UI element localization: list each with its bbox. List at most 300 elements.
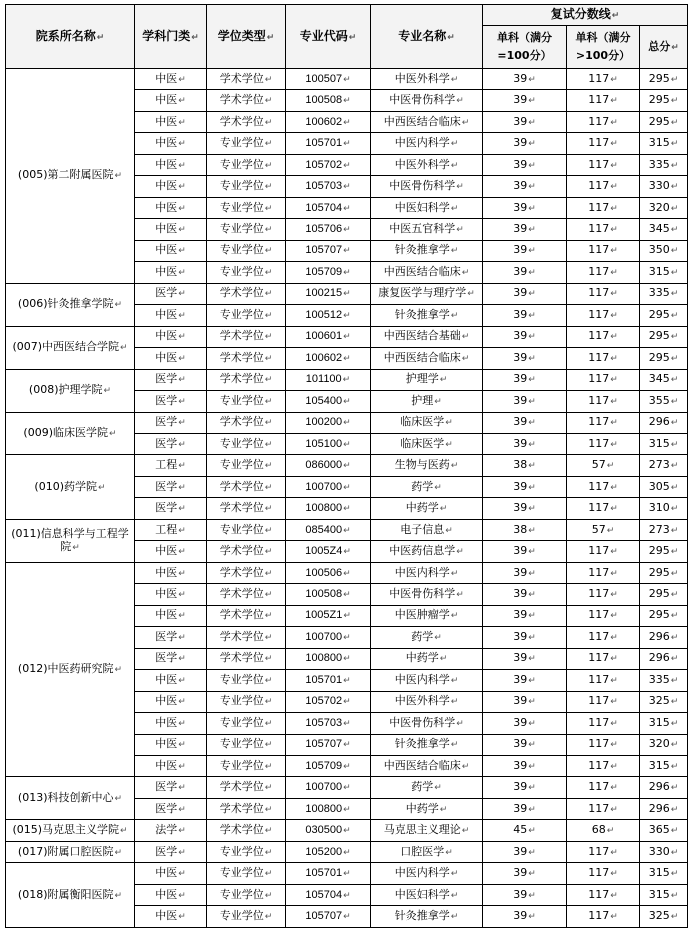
single-100-cell: 39↵ bbox=[483, 734, 567, 755]
total-cell: 315↵ bbox=[640, 262, 688, 283]
major-name-cell: 药学↵ bbox=[371, 476, 483, 497]
degree-type-cell: 学术学位↵ bbox=[207, 111, 286, 132]
total-cell: 295↵ bbox=[640, 605, 688, 626]
degree-type-cell: 专业学位↵ bbox=[207, 863, 286, 884]
category-cell: 中医↵ bbox=[135, 90, 207, 111]
degree-type-cell: 专业学位↵ bbox=[207, 305, 286, 326]
single-100-cell: 39↵ bbox=[483, 627, 567, 648]
category-cell: 中医↵ bbox=[135, 884, 207, 905]
major-code-cell: 100200↵ bbox=[286, 412, 371, 433]
major-name-cell: 针灸推拿学↵ bbox=[371, 734, 483, 755]
major-code-cell: 100800↵ bbox=[286, 498, 371, 519]
category-cell: 医学↵ bbox=[135, 476, 207, 497]
degree-type-cell: 学术学位↵ bbox=[207, 69, 286, 90]
table-row bbox=[6, 562, 688, 583]
single-100-cell: 39↵ bbox=[483, 798, 567, 819]
major-code-cell: 105703↵ bbox=[286, 176, 371, 197]
major-code-cell: 100700↵ bbox=[286, 777, 371, 798]
major-code-cell: 100601↵ bbox=[286, 326, 371, 347]
single-100-cell: 39↵ bbox=[483, 433, 567, 454]
table-body bbox=[6, 69, 688, 928]
single-100-cell: 39↵ bbox=[483, 197, 567, 218]
category-cell: 医学↵ bbox=[135, 412, 207, 433]
single-100-cell: 38↵ bbox=[483, 455, 567, 476]
major-code-cell: 105100↵ bbox=[286, 433, 371, 454]
major-code-cell: 085400↵ bbox=[286, 519, 371, 540]
category-cell: 医学↵ bbox=[135, 627, 207, 648]
single-100-cell: 39↵ bbox=[483, 283, 567, 304]
category-cell: 法学↵ bbox=[135, 820, 207, 841]
total-cell: 273↵ bbox=[640, 519, 688, 540]
major-code-cell: 100602↵ bbox=[286, 348, 371, 369]
major-code-cell: 105707↵ bbox=[286, 734, 371, 755]
single-over-100-cell: 117↵ bbox=[567, 433, 640, 454]
total-cell: 325↵ bbox=[640, 691, 688, 712]
table-row bbox=[6, 69, 688, 90]
category-cell: 中医↵ bbox=[135, 562, 207, 583]
degree-type-cell: 学术学位↵ bbox=[207, 476, 286, 497]
category-cell: 工程↵ bbox=[135, 519, 207, 540]
category-cell: 医学↵ bbox=[135, 798, 207, 819]
major-code-cell: 105709↵ bbox=[286, 756, 371, 777]
total-cell: 296↵ bbox=[640, 648, 688, 669]
total-cell: 295↵ bbox=[640, 584, 688, 605]
category-cell: 医学↵ bbox=[135, 648, 207, 669]
major-code-cell: 100215↵ bbox=[286, 283, 371, 304]
school-name-cell: (012)中医药研究院↵ bbox=[6, 562, 135, 777]
total-cell: 296↵ bbox=[640, 777, 688, 798]
major-name-cell: 护理↵ bbox=[371, 391, 483, 412]
total-cell: 355↵ bbox=[640, 391, 688, 412]
degree-type-cell: 专业学位↵ bbox=[207, 391, 286, 412]
major-name-cell: 中西医结合临床↵ bbox=[371, 348, 483, 369]
single-over-100-cell: 117↵ bbox=[567, 734, 640, 755]
single-100-cell: 39↵ bbox=[483, 326, 567, 347]
major-code-cell: 105400↵ bbox=[286, 391, 371, 412]
single-over-100-cell: 117↵ bbox=[567, 648, 640, 669]
total-cell: 315↵ bbox=[640, 756, 688, 777]
total-cell: 350↵ bbox=[640, 240, 688, 261]
school-name-cell: (009)临床医学院↵ bbox=[6, 412, 135, 455]
degree-type-cell: 学术学位↵ bbox=[207, 541, 286, 562]
major-code-cell: 086000↵ bbox=[286, 455, 371, 476]
major-code-cell: 100700↵ bbox=[286, 627, 371, 648]
total-cell: 315↵ bbox=[640, 863, 688, 884]
single-100-cell: 39↵ bbox=[483, 133, 567, 154]
major-code-cell: 100602↵ bbox=[286, 111, 371, 132]
major-code-cell: 105200↵ bbox=[286, 841, 371, 862]
total-cell: 335↵ bbox=[640, 154, 688, 175]
single-over-100-cell: 117↵ bbox=[567, 798, 640, 819]
single-100-cell: 39↵ bbox=[483, 648, 567, 669]
single-over-100-cell: 117↵ bbox=[567, 90, 640, 111]
school-name-cell: (018)附属衡阳医院↵ bbox=[6, 863, 135, 927]
degree-type-cell: 专业学位↵ bbox=[207, 433, 286, 454]
school-name-cell: (010)药学院↵ bbox=[6, 455, 135, 519]
degree-type-cell: 学术学位↵ bbox=[207, 584, 286, 605]
total-cell: 345↵ bbox=[640, 219, 688, 240]
major-code-cell: 100700↵ bbox=[286, 476, 371, 497]
total-cell: 310↵ bbox=[640, 498, 688, 519]
degree-type-cell: 学术学位↵ bbox=[207, 348, 286, 369]
degree-type-cell: 专业学位↵ bbox=[207, 262, 286, 283]
degree-type-cell: 学术学位↵ bbox=[207, 283, 286, 304]
single-100-cell: 39↵ bbox=[483, 562, 567, 583]
degree-type-cell: 专业学位↵ bbox=[207, 133, 286, 154]
single-over-100-cell: 117↵ bbox=[567, 670, 640, 691]
degree-type-cell: 学术学位↵ bbox=[207, 605, 286, 626]
major-code-cell: 105702↵ bbox=[286, 691, 371, 712]
total-cell: 320↵ bbox=[640, 734, 688, 755]
major-name-cell: 口腔医学↵ bbox=[371, 841, 483, 862]
category-cell: 中医↵ bbox=[135, 69, 207, 90]
major-name-cell: 中西医结合临床↵ bbox=[371, 262, 483, 283]
table-row bbox=[6, 519, 688, 540]
major-name-cell: 中西医结合临床↵ bbox=[371, 111, 483, 132]
major-name-cell: 药学↵ bbox=[371, 777, 483, 798]
category-cell: 医学↵ bbox=[135, 433, 207, 454]
single-over-100-cell: 117↵ bbox=[567, 777, 640, 798]
category-cell: 中医↵ bbox=[135, 541, 207, 562]
single-100-cell: 39↵ bbox=[483, 69, 567, 90]
major-name-cell: 中医外科学↵ bbox=[371, 691, 483, 712]
school-name-cell: (011)信息科学与工程学院↵ bbox=[6, 519, 135, 562]
major-code-cell: 030500↵ bbox=[286, 820, 371, 841]
total-cell: 295↵ bbox=[640, 111, 688, 132]
category-cell: 中医↵ bbox=[135, 713, 207, 734]
total-cell: 296↵ bbox=[640, 798, 688, 819]
total-cell: 330↵ bbox=[640, 176, 688, 197]
single-100-cell: 39↵ bbox=[483, 369, 567, 390]
major-code-cell: 101100↵ bbox=[286, 369, 371, 390]
major-name-cell: 护理学↵ bbox=[371, 369, 483, 390]
degree-type-cell: 学术学位↵ bbox=[207, 627, 286, 648]
category-cell: 中医↵ bbox=[135, 176, 207, 197]
major-code-cell: 1005Z1↵ bbox=[286, 605, 371, 626]
major-code-cell: 105704↵ bbox=[286, 197, 371, 218]
major-code-cell: 105701↵ bbox=[286, 133, 371, 154]
single-100-cell: 39↵ bbox=[483, 584, 567, 605]
total-cell: 365↵ bbox=[640, 820, 688, 841]
single-100-cell: 39↵ bbox=[483, 906, 567, 927]
school-name-cell: (013)科技创新中心↵ bbox=[6, 777, 135, 820]
major-name-cell: 生物与医药↵ bbox=[371, 455, 483, 476]
table-row bbox=[6, 455, 688, 476]
single-over-100-cell: 117↵ bbox=[567, 305, 640, 326]
major-code-cell: 100800↵ bbox=[286, 798, 371, 819]
degree-type-cell: 专业学位↵ bbox=[207, 670, 286, 691]
total-cell: 295↵ bbox=[640, 305, 688, 326]
degree-type-cell: 学术学位↵ bbox=[207, 820, 286, 841]
single-over-100-cell: 117↵ bbox=[567, 154, 640, 175]
single-100-cell: 39↵ bbox=[483, 111, 567, 132]
header-single-over-100: 单科（满分>100分） bbox=[567, 26, 640, 69]
table-row bbox=[6, 863, 688, 884]
single-100-cell: 39↵ bbox=[483, 884, 567, 905]
category-cell: 中医↵ bbox=[135, 305, 207, 326]
single-over-100-cell: 117↵ bbox=[567, 884, 640, 905]
single-over-100-cell: 117↵ bbox=[567, 369, 640, 390]
degree-type-cell: 专业学位↵ bbox=[207, 906, 286, 927]
major-name-cell: 中医内科学↵ bbox=[371, 670, 483, 691]
single-100-cell: 39↵ bbox=[483, 498, 567, 519]
category-cell: 医学↵ bbox=[135, 369, 207, 390]
school-name-cell: (005)第二附属医院↵ bbox=[6, 69, 135, 284]
category-cell: 医学↵ bbox=[135, 498, 207, 519]
major-name-cell: 中医外科学↵ bbox=[371, 69, 483, 90]
table-row bbox=[6, 412, 688, 433]
header-degree-type: 学位类型↵ bbox=[207, 5, 286, 69]
major-code-cell: 1005Z4↵ bbox=[286, 541, 371, 562]
total-cell: 315↵ bbox=[640, 133, 688, 154]
single-over-100-cell: 117↵ bbox=[567, 756, 640, 777]
single-100-cell: 39↵ bbox=[483, 305, 567, 326]
degree-type-cell: 专业学位↵ bbox=[207, 197, 286, 218]
total-cell: 296↵ bbox=[640, 412, 688, 433]
major-code-cell: 105703↵ bbox=[286, 713, 371, 734]
major-name-cell: 中医骨伤科学↵ bbox=[371, 176, 483, 197]
category-cell: 中医↵ bbox=[135, 111, 207, 132]
single-over-100-cell: 117↵ bbox=[567, 841, 640, 862]
category-cell: 中医↵ bbox=[135, 756, 207, 777]
single-over-100-cell: 117↵ bbox=[567, 69, 640, 90]
major-name-cell: 针灸推拿学↵ bbox=[371, 906, 483, 927]
single-100-cell: 39↵ bbox=[483, 756, 567, 777]
single-over-100-cell: 117↵ bbox=[567, 691, 640, 712]
major-name-cell: 中医骨伤科学↵ bbox=[371, 584, 483, 605]
single-over-100-cell: 117↵ bbox=[567, 605, 640, 626]
major-code-cell: 105709↵ bbox=[286, 262, 371, 283]
degree-type-cell: 专业学位↵ bbox=[207, 713, 286, 734]
degree-type-cell: 学术学位↵ bbox=[207, 648, 286, 669]
category-cell: 中医↵ bbox=[135, 133, 207, 154]
major-code-cell: 100800↵ bbox=[286, 648, 371, 669]
single-100-cell: 39↵ bbox=[483, 777, 567, 798]
category-cell: 中医↵ bbox=[135, 584, 207, 605]
category-cell: 中医↵ bbox=[135, 348, 207, 369]
major-name-cell: 药学↵ bbox=[371, 627, 483, 648]
category-cell: 医学↵ bbox=[135, 283, 207, 304]
major-name-cell: 针灸推拿学↵ bbox=[371, 240, 483, 261]
single-100-cell: 39↵ bbox=[483, 240, 567, 261]
degree-type-cell: 学术学位↵ bbox=[207, 498, 286, 519]
total-cell: 315↵ bbox=[640, 884, 688, 905]
table-row bbox=[6, 369, 688, 390]
total-cell: 295↵ bbox=[640, 90, 688, 111]
major-name-cell: 中医骨伤科学↵ bbox=[371, 90, 483, 111]
category-cell: 医学↵ bbox=[135, 841, 207, 862]
total-cell: 345↵ bbox=[640, 369, 688, 390]
major-name-cell: 中医内科学↵ bbox=[371, 133, 483, 154]
degree-type-cell: 专业学位↵ bbox=[207, 240, 286, 261]
single-over-100-cell: 117↵ bbox=[567, 713, 640, 734]
single-100-cell: 39↵ bbox=[483, 691, 567, 712]
score-table bbox=[5, 4, 688, 928]
major-name-cell: 针灸推拿学↵ bbox=[371, 305, 483, 326]
single-100-cell: 45↵ bbox=[483, 820, 567, 841]
single-over-100-cell: 117↵ bbox=[567, 412, 640, 433]
single-over-100-cell: 117↵ bbox=[567, 262, 640, 283]
category-cell: 中医↵ bbox=[135, 734, 207, 755]
degree-type-cell: 专业学位↵ bbox=[207, 154, 286, 175]
total-cell: 315↵ bbox=[640, 433, 688, 454]
single-100-cell: 39↵ bbox=[483, 90, 567, 111]
single-over-100-cell: 117↵ bbox=[567, 627, 640, 648]
header-category: 学科门类↵ bbox=[135, 5, 207, 69]
single-over-100-cell: 68↵ bbox=[567, 820, 640, 841]
degree-type-cell: 学术学位↵ bbox=[207, 777, 286, 798]
major-name-cell: 中西医结合基础↵ bbox=[371, 326, 483, 347]
major-name-cell: 中西医结合临床↵ bbox=[371, 756, 483, 777]
major-name-cell: 中医妇科学↵ bbox=[371, 884, 483, 905]
school-name-cell: (006)针灸推拿学院↵ bbox=[6, 283, 135, 326]
single-100-cell: 39↵ bbox=[483, 154, 567, 175]
total-cell: 330↵ bbox=[640, 841, 688, 862]
degree-type-cell: 专业学位↵ bbox=[207, 884, 286, 905]
single-over-100-cell: 117↵ bbox=[567, 283, 640, 304]
major-name-cell: 中医药信息学↵ bbox=[371, 541, 483, 562]
major-name-cell: 中医内科学↵ bbox=[371, 863, 483, 884]
major-name-cell: 中医内科学↵ bbox=[371, 562, 483, 583]
total-cell: 295↵ bbox=[640, 348, 688, 369]
degree-type-cell: 专业学位↵ bbox=[207, 691, 286, 712]
header-school: 院系所名称↵ bbox=[6, 5, 135, 69]
table-row bbox=[6, 841, 688, 862]
header-total: 总分↵ bbox=[640, 26, 688, 69]
single-over-100-cell: 117↵ bbox=[567, 197, 640, 218]
major-code-cell: 105704↵ bbox=[286, 884, 371, 905]
single-100-cell: 39↵ bbox=[483, 541, 567, 562]
category-cell: 中医↵ bbox=[135, 197, 207, 218]
major-code-cell: 105707↵ bbox=[286, 240, 371, 261]
degree-type-cell: 学术学位↵ bbox=[207, 798, 286, 819]
table-row bbox=[6, 326, 688, 347]
single-over-100-cell: 117↵ bbox=[567, 584, 640, 605]
single-over-100-cell: 117↵ bbox=[567, 498, 640, 519]
major-name-cell: 临床医学↵ bbox=[371, 412, 483, 433]
single-100-cell: 39↵ bbox=[483, 605, 567, 626]
major-code-cell: 100512↵ bbox=[286, 305, 371, 326]
major-name-cell: 中医妇科学↵ bbox=[371, 197, 483, 218]
degree-type-cell: 专业学位↵ bbox=[207, 734, 286, 755]
header-major-name: 专业名称↵ bbox=[371, 5, 483, 69]
category-cell: 中医↵ bbox=[135, 691, 207, 712]
total-cell: 325↵ bbox=[640, 906, 688, 927]
category-cell: 医学↵ bbox=[135, 391, 207, 412]
degree-type-cell: 学术学位↵ bbox=[207, 369, 286, 390]
single-100-cell: 39↵ bbox=[483, 348, 567, 369]
total-cell: 296↵ bbox=[640, 627, 688, 648]
single-100-cell: 39↵ bbox=[483, 863, 567, 884]
table-row bbox=[6, 283, 688, 304]
degree-type-cell: 专业学位↵ bbox=[207, 176, 286, 197]
degree-type-cell: 专业学位↵ bbox=[207, 756, 286, 777]
major-code-cell: 105706↵ bbox=[286, 219, 371, 240]
major-name-cell: 中药学↵ bbox=[371, 498, 483, 519]
category-cell: 医学↵ bbox=[135, 777, 207, 798]
single-over-100-cell: 117↵ bbox=[567, 326, 640, 347]
total-cell: 335↵ bbox=[640, 283, 688, 304]
single-100-cell: 39↵ bbox=[483, 176, 567, 197]
category-cell: 中医↵ bbox=[135, 670, 207, 691]
single-over-100-cell: 117↵ bbox=[567, 541, 640, 562]
major-code-cell: 105701↵ bbox=[286, 670, 371, 691]
major-name-cell: 中药学↵ bbox=[371, 798, 483, 819]
major-code-cell: 105702↵ bbox=[286, 154, 371, 175]
total-cell: 295↵ bbox=[640, 69, 688, 90]
degree-type-cell: 学术学位↵ bbox=[207, 326, 286, 347]
single-over-100-cell: 117↵ bbox=[567, 562, 640, 583]
major-name-cell: 康复医学与理疗学↵ bbox=[371, 283, 483, 304]
total-cell: 295↵ bbox=[640, 541, 688, 562]
major-code-cell: 100508↵ bbox=[286, 584, 371, 605]
major-code-cell: 105707↵ bbox=[286, 906, 371, 927]
single-over-100-cell: 57↵ bbox=[567, 519, 640, 540]
single-over-100-cell: 117↵ bbox=[567, 176, 640, 197]
total-cell: 295↵ bbox=[640, 562, 688, 583]
total-cell: 320↵ bbox=[640, 197, 688, 218]
total-cell: 295↵ bbox=[640, 326, 688, 347]
single-over-100-cell: 57↵ bbox=[567, 455, 640, 476]
degree-type-cell: 专业学位↵ bbox=[207, 841, 286, 862]
degree-type-cell: 学术学位↵ bbox=[207, 412, 286, 433]
major-code-cell: 100507↵ bbox=[286, 69, 371, 90]
category-cell: 工程↵ bbox=[135, 455, 207, 476]
header-major-code: 专业代码↵ bbox=[286, 5, 371, 69]
degree-type-cell: 专业学位↵ bbox=[207, 455, 286, 476]
single-100-cell: 39↵ bbox=[483, 412, 567, 433]
category-cell: 中医↵ bbox=[135, 605, 207, 626]
single-over-100-cell: 117↵ bbox=[567, 240, 640, 261]
school-name-cell: (015)马克思主义学院↵ bbox=[6, 820, 135, 841]
category-cell: 中医↵ bbox=[135, 219, 207, 240]
single-over-100-cell: 117↵ bbox=[567, 391, 640, 412]
category-cell: 中医↵ bbox=[135, 262, 207, 283]
degree-type-cell: 专业学位↵ bbox=[207, 219, 286, 240]
major-name-cell: 马克思主义理论↵ bbox=[371, 820, 483, 841]
degree-type-cell: 学术学位↵ bbox=[207, 90, 286, 111]
single-100-cell: 39↵ bbox=[483, 713, 567, 734]
major-name-cell: 中医骨伤科学↵ bbox=[371, 713, 483, 734]
single-over-100-cell: 117↵ bbox=[567, 476, 640, 497]
single-100-cell: 38↵ bbox=[483, 519, 567, 540]
school-name-cell: (007)中西医结合学院↵ bbox=[6, 326, 135, 369]
single-100-cell: 39↵ bbox=[483, 476, 567, 497]
school-name-cell: (017)附属口腔医院↵ bbox=[6, 841, 135, 862]
degree-type-cell: 学术学位↵ bbox=[207, 562, 286, 583]
single-100-cell: 39↵ bbox=[483, 391, 567, 412]
category-cell: 中医↵ bbox=[135, 326, 207, 347]
major-name-cell: 中药学↵ bbox=[371, 648, 483, 669]
category-cell: 中医↵ bbox=[135, 906, 207, 927]
table-row bbox=[6, 820, 688, 841]
single-over-100-cell: 117↵ bbox=[567, 133, 640, 154]
major-code-cell: 100508↵ bbox=[286, 90, 371, 111]
total-cell: 315↵ bbox=[640, 713, 688, 734]
header-single-100: 单科（满分=100分） bbox=[483, 26, 567, 69]
single-over-100-cell: 117↵ bbox=[567, 863, 640, 884]
single-100-cell: 39↵ bbox=[483, 262, 567, 283]
category-cell: 中医↵ bbox=[135, 863, 207, 884]
major-name-cell: 临床医学↵ bbox=[371, 433, 483, 454]
single-100-cell: 39↵ bbox=[483, 841, 567, 862]
major-name-cell: 中医肿瘤学↵ bbox=[371, 605, 483, 626]
single-over-100-cell: 117↵ bbox=[567, 906, 640, 927]
header-score-line: 复试分数线↵ bbox=[483, 5, 688, 26]
school-name-cell: (008)护理学院↵ bbox=[6, 369, 135, 412]
major-name-cell: 中医外科学↵ bbox=[371, 154, 483, 175]
category-cell: 中医↵ bbox=[135, 154, 207, 175]
